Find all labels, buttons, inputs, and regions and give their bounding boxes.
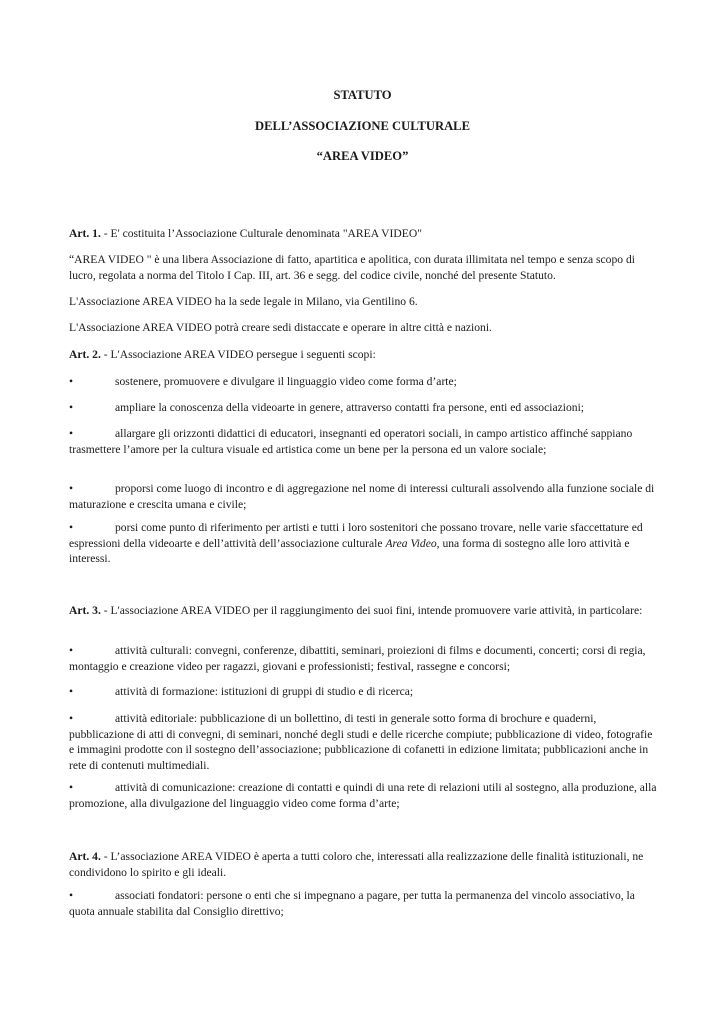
art2-bullet-2-text: ampliare la conoscenza della videoarte in genere, attraverso contatti fra persone, enti ed associazioni;: [115, 401, 585, 414]
art3-bullet-1-text: attività culturali: convegni, conferenze, dibattiti, seminari, proiezioni di films e documenti, concerti; corsi di regia, montaggio e creazione video per ragazzi, giovani e professionisti; festival, rassegne e concorsi;: [69, 644, 646, 673]
bullet-icon: •: [69, 644, 74, 657]
art3-bullet-4-text: attività di comunicazione: creazione di contatti e quindi di una rete di relazioni utili al sostegno, alla produzione, alla promozione, alla divulgazione del linguaggio video come forma d’arte;: [69, 781, 657, 810]
art4-label: Art. 4.: [69, 850, 101, 863]
bullet-icon: •: [69, 781, 74, 794]
art4-text: - L’associazione AREA VIDEO è aperta a tutti coloro che, interessati alla realizzazione delle finalità istituzionali, ne condividono lo spirito e gli ideali.: [69, 850, 644, 879]
art3-label: Art. 3.: [69, 604, 101, 617]
art2-bullet-4-text: proporsi come luogo di incontro e di aggregazione nel nome di interessi culturali assolvendo alla funzione sociale di maturazione e crescita umana e civile;: [69, 482, 655, 511]
art4-heading-paragraph: [69, 849, 657, 880]
art2-heading-paragraph: [69, 347, 657, 363]
art1-label: Art. 1.: [69, 227, 101, 240]
bullet-icon: •: [69, 889, 74, 902]
art1-paragraph-1: “AREA VIDEO " è una libera Associazione di fatto, apartitica e apolitica, con durata illimitata nel tempo e senza scopo di lucro, regolata a norma del Titolo I Cap. III, art. 36 e segg. del codice civile, nonché del presente Statuto.: [69, 253, 635, 282]
bullet-icon: •: [69, 685, 74, 698]
bullet-icon: •: [69, 521, 74, 534]
association-name: “AREA VIDEO”: [316, 149, 409, 163]
art2-bullet-1: [69, 374, 657, 390]
art3-bullet-3-text: attività editoriale: pubblicazione di un bollettino, di testi in generale sotto forma di brochure e quaderni, pubblicazione di atti di convegni, di seminari, nonché degli studi e delle ricerche compiute; pubblicazione di video, fotografie e immagini prodotte con il sostegno dell’associazione; pubblicazione di cofanetti in edizione limitata; pubblicazioni anche in rete di contenuti multimediali.: [69, 712, 653, 772]
bullet-icon: •: [69, 401, 74, 414]
art2-bullet-5-text: porsi come punto di riferimento per artisti e tutti i loro sostenitori che possano trovare, nelle varie sfaccettature ed espressioni della videoarte e dell’attività dell’associazione culturale: [69, 521, 643, 550]
art3-bullet-3: [69, 711, 657, 773]
art4-bullet-1-text: associati fondatori: persone o enti che si impegnano a pagare, per tutta la permanenza del vincolo associativo, la quota annuale stabilita dal Consiglio direttivo;: [69, 889, 635, 918]
art3-bullet-1: [69, 643, 657, 674]
art2-bullet-5-text-end: , una forma di sostegno alle loro attività e interessi.: [69, 536, 630, 566]
art3-bullet-2: [69, 684, 657, 700]
art2-bullet-3: [69, 426, 657, 457]
art2-bullet-3-text: allargare gli orizzonti didattici di educatori, insegnanti ed operatori sociali, in campo artistico affinché sappiano trasmettere l’amore per la cultura visuale ed artistica come un bene per la persona ed un valore sociale;: [69, 427, 633, 456]
art2-text: - L'Associazione AREA VIDEO persegue i seguenti scopi:: [100, 348, 376, 361]
document-subtitle: DELL’ASSOCIAZIONE CULTURALE: [255, 119, 470, 133]
art2-label: Art. 2.: [69, 348, 101, 361]
bullet-icon: •: [69, 375, 74, 388]
art1-paragraph-3: L'Associazione AREA VIDEO potrà creare sedi distaccate e operare in altre città e nazioni.: [69, 321, 492, 334]
art3-heading-paragraph: [69, 603, 657, 619]
art1-heading-paragraph: [69, 226, 657, 242]
bullet-icon: •: [69, 427, 74, 440]
art2-bullet-2: [69, 400, 657, 416]
art3-bullet-2-text: attività di formazione: istituzioni di gruppi di studio e di ricerca;: [115, 685, 414, 698]
art1-paragraph-2: L'Associazione AREA VIDEO ha la sede legale in Milano, via Gentilino 6.: [69, 295, 418, 308]
art2-bullet-5: [69, 520, 657, 567]
bullet-icon: •: [69, 482, 74, 495]
document-title: STATUTO: [333, 88, 392, 102]
art2-bullet-4: [69, 481, 657, 512]
art1-text: - E' costituita l’Associazione Culturale denominata "AREA VIDEO": [100, 227, 422, 240]
art2-bullet-1-text: sostenere, promuovere e divulgare il linguaggio video come forma d’arte;: [115, 375, 457, 388]
bullet-icon: •: [69, 712, 74, 725]
art3-text: - L'associazione AREA VIDEO per il raggiungimento dei suoi fini, intende promuovere varie attività, in particolare:: [100, 604, 643, 617]
art4-bullet-1: [69, 888, 657, 919]
art3-bullet-4: [69, 780, 657, 811]
area-video-italic: Area Video: [385, 536, 437, 550]
